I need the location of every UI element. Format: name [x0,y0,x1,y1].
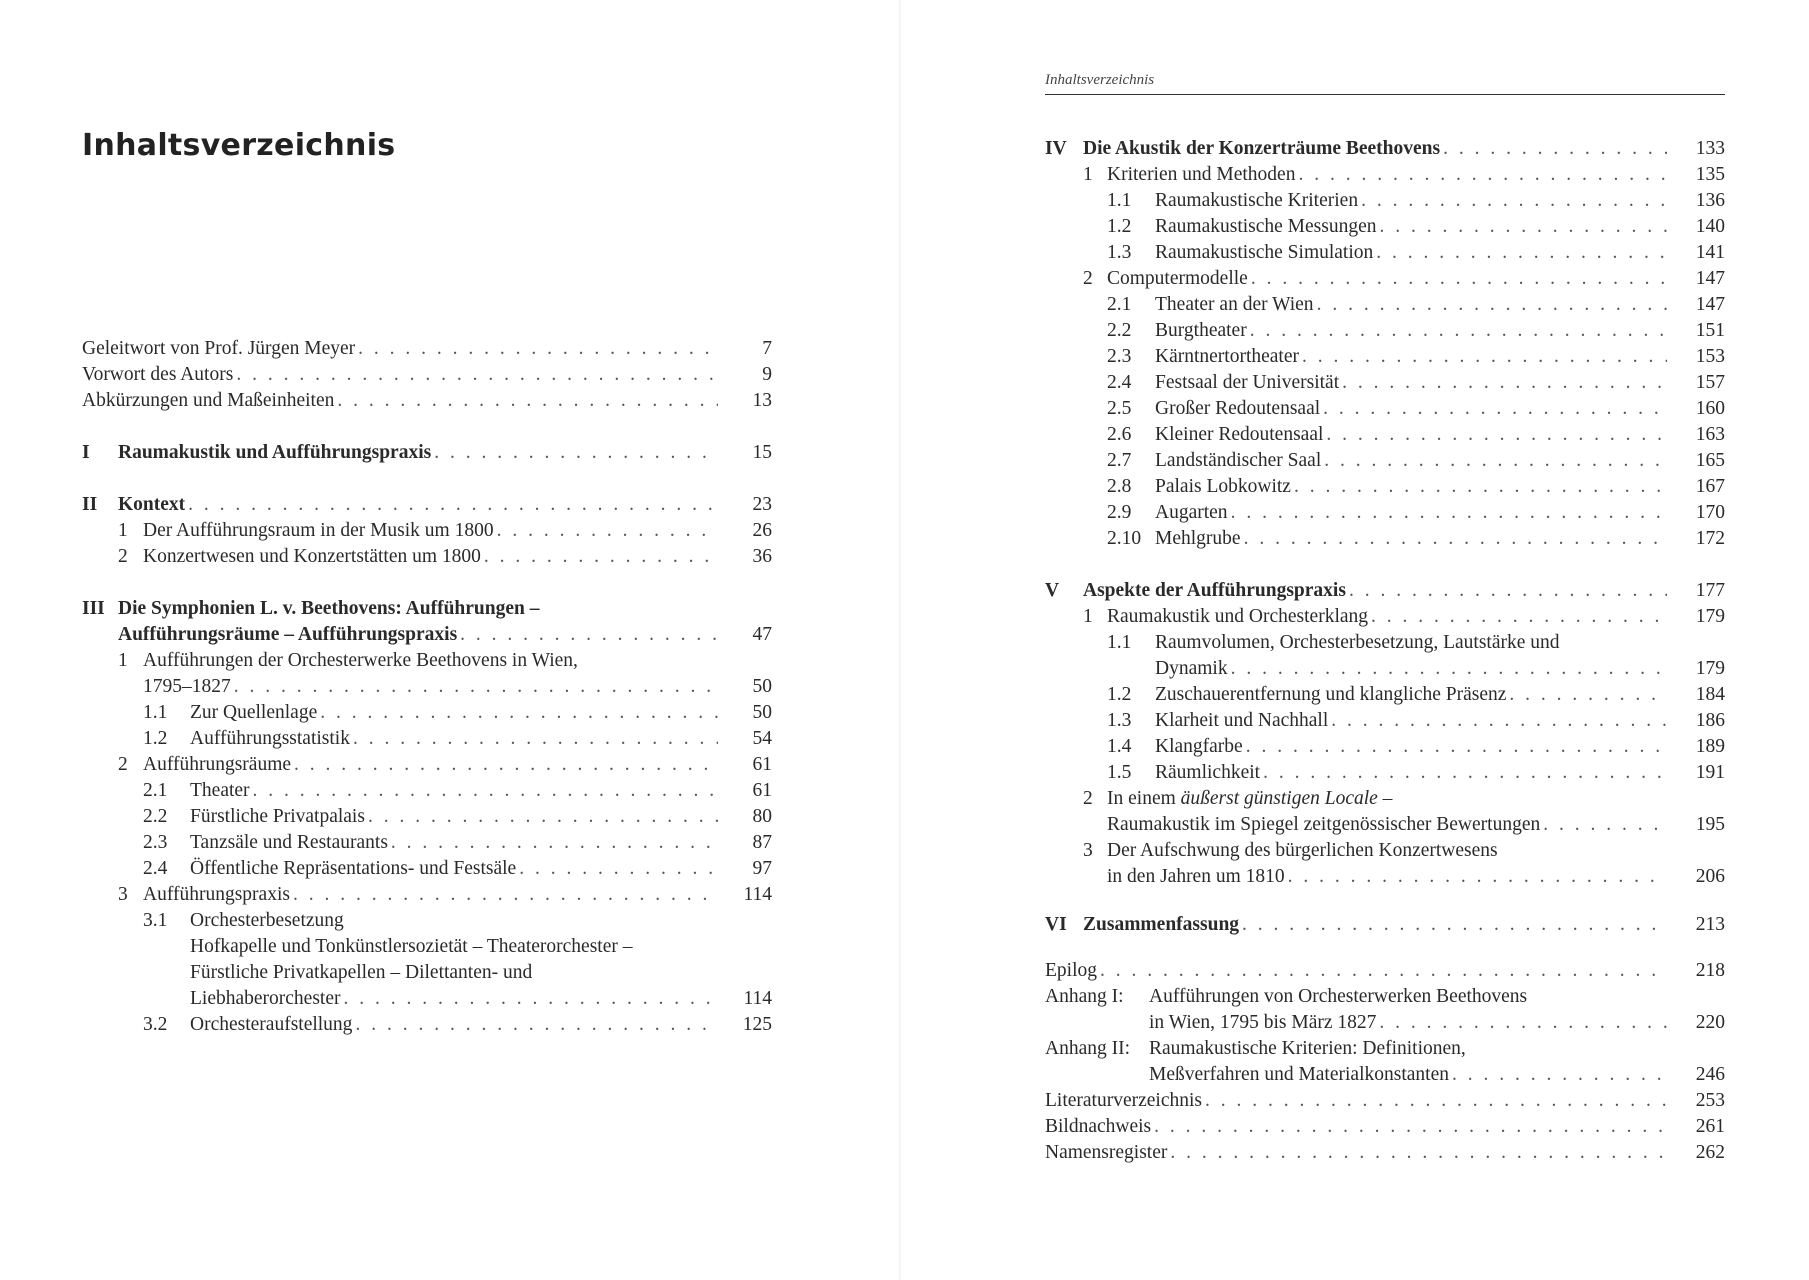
toc-entry-title: Konzertwesen und Konzertstätten um 1800 [143,546,481,567]
leader-dots [1380,214,1667,240]
toc-entry-continued [82,934,772,960]
toc-entry-title [1107,786,1392,812]
leader-dots [1371,604,1667,630]
toc-entry-title: Klarheit und Nachhall [1155,710,1329,731]
subsection-number: 1.3 [1107,242,1132,263]
toc-entry-title: Fürstliche Privatkapellen – Dilettanten- und [190,962,533,983]
toc-entry [82,336,772,362]
toc-entry-title: Fürstliche Privatpalais [190,806,365,827]
subsection-number: 1.1 [143,702,168,723]
toc-page-number: 80 [752,806,772,827]
toc-entry-title: Raumakustische Simulation [1155,242,1374,263]
chapter-number: IV [1045,138,1067,159]
subsection-number: 1.4 [1107,736,1132,757]
leader-dots [1317,292,1667,318]
toc-entry-title: Epilog [1045,960,1097,981]
toc-entry-title: Literaturverzeichnis [1045,1090,1202,1111]
toc-page-number: 87 [752,832,772,853]
subsection-number: 2.1 [143,780,168,801]
toc-entry [82,362,772,388]
leader-dots [1250,318,1667,344]
toc-page-number: 191 [1695,762,1725,783]
leader-dots [294,752,718,778]
toc-entry [1045,448,1725,474]
toc-entry [1045,214,1725,240]
toc-page-number: 184 [1695,684,1725,705]
toc-page-number: 195 [1695,814,1725,835]
toc-entry [82,544,772,570]
toc-page-number: 186 [1695,710,1725,731]
leader-dots [1263,760,1667,786]
toc-entry-title: Aufführungsstatistik [190,728,350,749]
toc-entry [1045,188,1725,214]
leader-dots [1100,958,1667,984]
toc-entry-title: Die Symphonien L. v. Beethovens: Aufführungen – [118,598,540,619]
toc-page-number: 26 [752,520,772,541]
toc-entry-title: Raumakustik und Orchesterklang [1107,606,1369,627]
toc-entry-title: Raumakustische Kriterien [1155,190,1359,211]
toc-entry-title: Landständischer Saal [1155,450,1322,471]
toc-entry [1045,344,1725,370]
leader-dots [1331,708,1667,734]
toc-entry [82,1012,772,1038]
toc-entry [1045,1114,1725,1140]
toc-page-number: 136 [1695,190,1725,211]
toc-entry [82,856,772,882]
leader-dots [355,1012,718,1038]
toc-entry-title: Die Akustik der Konzerträume Beethovens [1083,138,1441,159]
toc-entry-title: Mehlgrube [1155,528,1241,549]
toc-page-number: 160 [1695,398,1725,419]
subsection-number: 2.2 [1107,320,1132,341]
toc-page-number: 61 [752,780,772,801]
toc-page-number: 7 [762,338,772,359]
toc-page-number: 151 [1695,320,1725,341]
section-number: 1 [118,520,128,541]
toc-entry-continued [1045,812,1725,838]
toc-entry-continued [82,674,772,700]
toc-page-number: 61 [752,754,772,775]
toc-page-number: 147 [1695,294,1725,315]
section-number: 1 [1083,164,1093,185]
toc-entry-title: Dynamik [1155,658,1228,679]
leader-dots [1349,578,1667,604]
section-number: 2 [1083,788,1093,809]
leader-dots [188,492,718,518]
toc-entry [1045,958,1725,984]
toc-entry [1045,682,1725,708]
toc-entry-title: Orchesteraufstellung [190,1014,353,1035]
title-part: In einem [1107,788,1181,809]
toc-entry-title: Aufführungspraxis [143,884,290,905]
toc-entry-title: Computermodelle [1107,268,1248,289]
toc-entry [1045,734,1725,760]
toc-entry [1045,292,1725,318]
toc-entry [82,752,772,778]
section-number: 2 [118,754,128,775]
leader-dots [460,622,718,648]
leader-dots [234,674,718,700]
toc-page-number: 15 [752,442,772,463]
right-page [900,0,1809,1280]
toc-entry-continued [1045,1010,1725,1036]
leader-dots [1231,500,1667,526]
toc-entry-title: Zuschauerentfernung und klangliche Präsenz [1155,684,1507,705]
toc-page-number: 253 [1695,1090,1725,1111]
leader-dots [1242,912,1667,938]
toc-entry-title: Festsaal der Universität [1155,372,1340,393]
subsection-number: 2.8 [1107,476,1132,497]
subsection-number: 2.7 [1107,450,1132,471]
toc-entry-title: Namensregister [1045,1142,1168,1163]
leader-dots [497,518,718,544]
toc-entry [1045,526,1725,552]
toc-entry-title: Zur Quellenlage [190,702,318,723]
toc-entry-title: Der Aufführungsraum in der Musik um 1800 [143,520,494,541]
leader-dots [320,700,718,726]
leader-dots [1543,812,1667,838]
toc-entry-title: Öffentliche Repräsentations- und Festsäle [190,858,517,879]
leader-dots [344,986,719,1012]
subsection-number: 2.5 [1107,398,1132,419]
leader-dots [1244,526,1667,552]
toc-entry [82,518,772,544]
toc-entry-title: Kleiner Redoutensaal [1155,424,1324,445]
leader-dots [1323,396,1667,422]
header-rule [1045,94,1725,95]
toc-entry [1045,838,1725,864]
section-number: 1 [118,650,128,671]
toc-entry [82,778,772,804]
toc-entry [1045,240,1725,266]
toc-entry-title: Aufführungsräume – Aufführungspraxis [118,624,458,645]
leader-dots [1302,344,1667,370]
subsection-number: 2.1 [1107,294,1132,315]
toc-entry [1045,370,1725,396]
toc-page-number: 133 [1695,138,1725,159]
leader-dots [1324,448,1667,474]
toc-page-number: 140 [1695,216,1725,237]
toc-page-number: 170 [1695,502,1725,523]
leader-dots [253,778,718,804]
toc-right [1045,136,1725,1166]
toc-entry-title: Kärntnertortheater [1155,346,1300,367]
leader-dots [1452,1062,1667,1088]
toc-entry [1045,422,1725,448]
toc-page-number: 97 [752,858,772,879]
toc-entry-title: Abkürzungen und Maßeinheiten [82,390,335,411]
toc-page-number: 165 [1695,450,1725,471]
toc-entry-title: Aufführungen der Orchesterwerke Beethovens in Wien, [143,650,578,671]
leader-dots [1231,656,1667,682]
toc-entry-title: Aufführungen von Orchesterwerken Beethovens [1149,986,1528,1007]
running-head: Inhaltsverzeichnis [1045,72,1155,88]
toc-chapter [1045,912,1725,938]
toc-entry-continued [1045,864,1725,890]
toc-entry [1045,1036,1725,1062]
appendix-label: Anhang II: [1045,1038,1131,1059]
subsection-number: 2.4 [1107,372,1132,393]
toc-entry-title: Raumvolumen, Orchesterbesetzung, Lautstärke und [1155,632,1560,653]
toc-entry [82,648,772,674]
leader-dots [1361,188,1667,214]
leader-dots [1170,1140,1667,1166]
toc-entry-title: Großer Redoutensaal [1155,398,1321,419]
toc-entry-title: Kontext [118,494,186,515]
toc-page-number: 189 [1695,736,1725,757]
leader-dots [484,544,718,570]
leader-dots [434,440,718,466]
toc-entry [1045,984,1725,1010]
left-page [0,0,900,1280]
toc-page-number: 246 [1695,1064,1725,1085]
section-number: 2 [1083,268,1093,289]
toc-page-number: 262 [1695,1142,1725,1163]
toc-entry-title: Raumakustik und Aufführungspraxis [118,442,432,463]
subsection-number: 1.2 [1107,684,1132,705]
toc-entry-continued [1045,1062,1725,1088]
leader-dots [293,882,718,908]
appendix-label: Anhang I: [1045,986,1124,1007]
subsection-number: 1.1 [1107,632,1132,653]
toc-page-number: 172 [1695,528,1725,549]
toc-left [82,336,772,1038]
toc-entry [82,908,772,934]
toc-entry-title: in Wien, 1795 bis März 1827 [1149,1012,1377,1033]
toc-page-number: 13 [752,390,772,411]
toc-page-number: 167 [1695,476,1725,497]
toc-entry-continued [1045,656,1725,682]
toc-entry-title: Raumakustik im Spiegel zeitgenössischer Bewertungen [1107,814,1541,835]
toc-entry-title: Klangfarbe [1155,736,1243,757]
leader-dots [337,388,718,414]
subsection-number: 2.3 [1107,346,1132,367]
toc-entry [1045,474,1725,500]
leader-dots [368,804,718,830]
leader-dots [1443,136,1667,162]
toc-page-number: 114 [743,884,772,905]
leader-dots [1246,734,1667,760]
toc-page-number: 50 [752,676,772,697]
toc-entry-title: Kriterien und Methoden [1107,164,1296,185]
toc-entry-title: Palais Lobkowitz [1155,476,1291,497]
leader-dots [1154,1114,1667,1140]
leader-dots [1205,1088,1667,1114]
toc-page-number: 220 [1695,1012,1725,1033]
toc-entry [1045,1088,1725,1114]
subsection-number: 3.2 [143,1014,168,1035]
toc-page-number: 50 [752,702,772,723]
toc-entry [1045,760,1725,786]
toc-page-number: 157 [1695,372,1725,393]
toc-chapter [1045,136,1725,162]
subsection-number: 2.6 [1107,424,1132,445]
toc-entry-continued [82,986,772,1012]
chapter-number: II [82,494,98,515]
leader-dots [1288,864,1667,890]
toc-page-number: 179 [1695,606,1725,627]
title-part: – [1377,788,1393,809]
toc-entry-title: Aspekte der Aufführungspraxis [1083,580,1346,601]
toc-page-number: 47 [752,624,772,645]
leader-dots [391,830,718,856]
toc-entry-title: Aufführungsräume [143,754,292,775]
toc-chapter [82,440,772,466]
leader-dots [1294,474,1667,500]
subsection-number: 2.4 [143,858,168,879]
toc-entry [1045,1140,1725,1166]
subsection-number: 1.5 [1107,762,1132,783]
toc-page-number: 163 [1695,424,1725,445]
leader-dots [1342,370,1667,396]
toc-entry-title: Vorwort des Autors [82,364,234,385]
leader-dots [519,856,718,882]
toc-page-number: 125 [742,1014,772,1035]
subsection-number: 1.1 [1107,190,1132,211]
section-number: 3 [1083,840,1093,861]
toc-page-number: 261 [1695,1116,1725,1137]
toc-entry [82,700,772,726]
toc-entry-title: Der Aufschwung des bürgerlichen Konzertwesens [1107,840,1498,861]
toc-page-number: 141 [1695,242,1725,263]
subsection-number: 2.3 [143,832,168,853]
toc-chapter [82,492,772,518]
toc-entry-title: Augarten [1155,502,1228,523]
toc-entry-title: Hofkapelle und Tonkünstlersozietät – Theaterorchester – [190,936,633,957]
section-number: 2 [118,546,128,567]
toc-entry [1045,786,1725,812]
toc-entry-title: Raumakustische Kriterien: Definitionen, [1149,1038,1466,1059]
chapter-number: VI [1045,914,1067,935]
leader-dots [1251,266,1667,292]
toc-entry [1045,162,1725,188]
toc-page-number: 135 [1695,164,1725,185]
toc-entry [1045,318,1725,344]
leader-dots [1509,682,1667,708]
toc-entry-title: Theater [190,780,250,801]
toc-entry [82,726,772,752]
toc-entry-continued [82,960,772,986]
subsection-number: 2.2 [143,806,168,827]
toc-entry [1045,708,1725,734]
toc-entry [1045,396,1725,422]
toc-entry-title: Meßverfahren und Materialkonstanten [1149,1064,1449,1085]
chapter-number: I [82,442,90,463]
toc-page-number: 147 [1695,268,1725,289]
toc-entry [1045,630,1725,656]
toc-entry-title: Liebhaberorchester [190,988,341,1009]
page-title: Inhaltsverzeichnis [82,128,396,163]
leader-dots [353,726,718,752]
toc-entry-title: Theater an der Wien [1155,294,1314,315]
subsection-number: 1.3 [1107,710,1132,731]
leader-dots [1298,162,1667,188]
subsection-number: 1.2 [1107,216,1132,237]
toc-entry [82,830,772,856]
toc-entry-title: Tanzsäle und Restaurants [190,832,388,853]
toc-entry-title: in den Jahren um 1810 [1107,866,1285,887]
toc-page-number: 23 [752,494,772,515]
toc-chapter [82,596,772,622]
chapter-number: V [1045,580,1060,601]
leader-dots [1326,422,1667,448]
toc-page-number: 36 [752,546,772,567]
leader-dots [358,336,718,362]
toc-page-number: 153 [1695,346,1725,367]
title-italic-part: äußerst günstigen Locale [1180,788,1378,809]
toc-entry-title: Orchesterbesetzung [190,910,344,931]
toc-page-number: 213 [1695,914,1725,935]
subsection-number: 3.1 [143,910,168,931]
toc-chapter-continued [82,622,772,648]
toc-entry [1045,500,1725,526]
toc-entry-title: 1795–1827 [143,676,231,697]
toc-page-number: 54 [752,728,772,749]
toc-entry-title: Räumlichkeit [1155,762,1261,783]
toc-page-number: 114 [743,988,772,1009]
chapter-number: III [82,598,105,619]
toc-entry [82,804,772,830]
toc-entry-title: Raumakustische Messungen [1155,216,1377,237]
leader-dots [1376,240,1667,266]
toc-entry-title: Geleitwort von Prof. Jürgen Meyer [82,338,356,359]
section-number: 3 [118,884,128,905]
toc-page-number: 9 [762,364,772,385]
subsection-number: 2.9 [1107,502,1132,523]
toc-page-number: 177 [1695,580,1725,601]
toc-page-number: 206 [1695,866,1725,887]
toc-entry-title: Burgtheater [1155,320,1247,341]
leader-dots [1379,1010,1667,1036]
toc-entry [1045,266,1725,292]
section-number: 1 [1083,606,1093,627]
toc-entry [82,388,772,414]
subsection-number: 1.2 [143,728,168,749]
toc-page-number: 218 [1695,960,1725,981]
toc-entry-title: Bildnachweis [1045,1116,1152,1137]
toc-entry-title: Zusammenfassung [1083,914,1240,935]
toc-chapter [1045,578,1725,604]
toc-entry [82,882,772,908]
subsection-number: 2.10 [1107,528,1142,549]
leader-dots [236,362,718,388]
toc-page-number: 179 [1695,658,1725,679]
toc-entry [1045,604,1725,630]
